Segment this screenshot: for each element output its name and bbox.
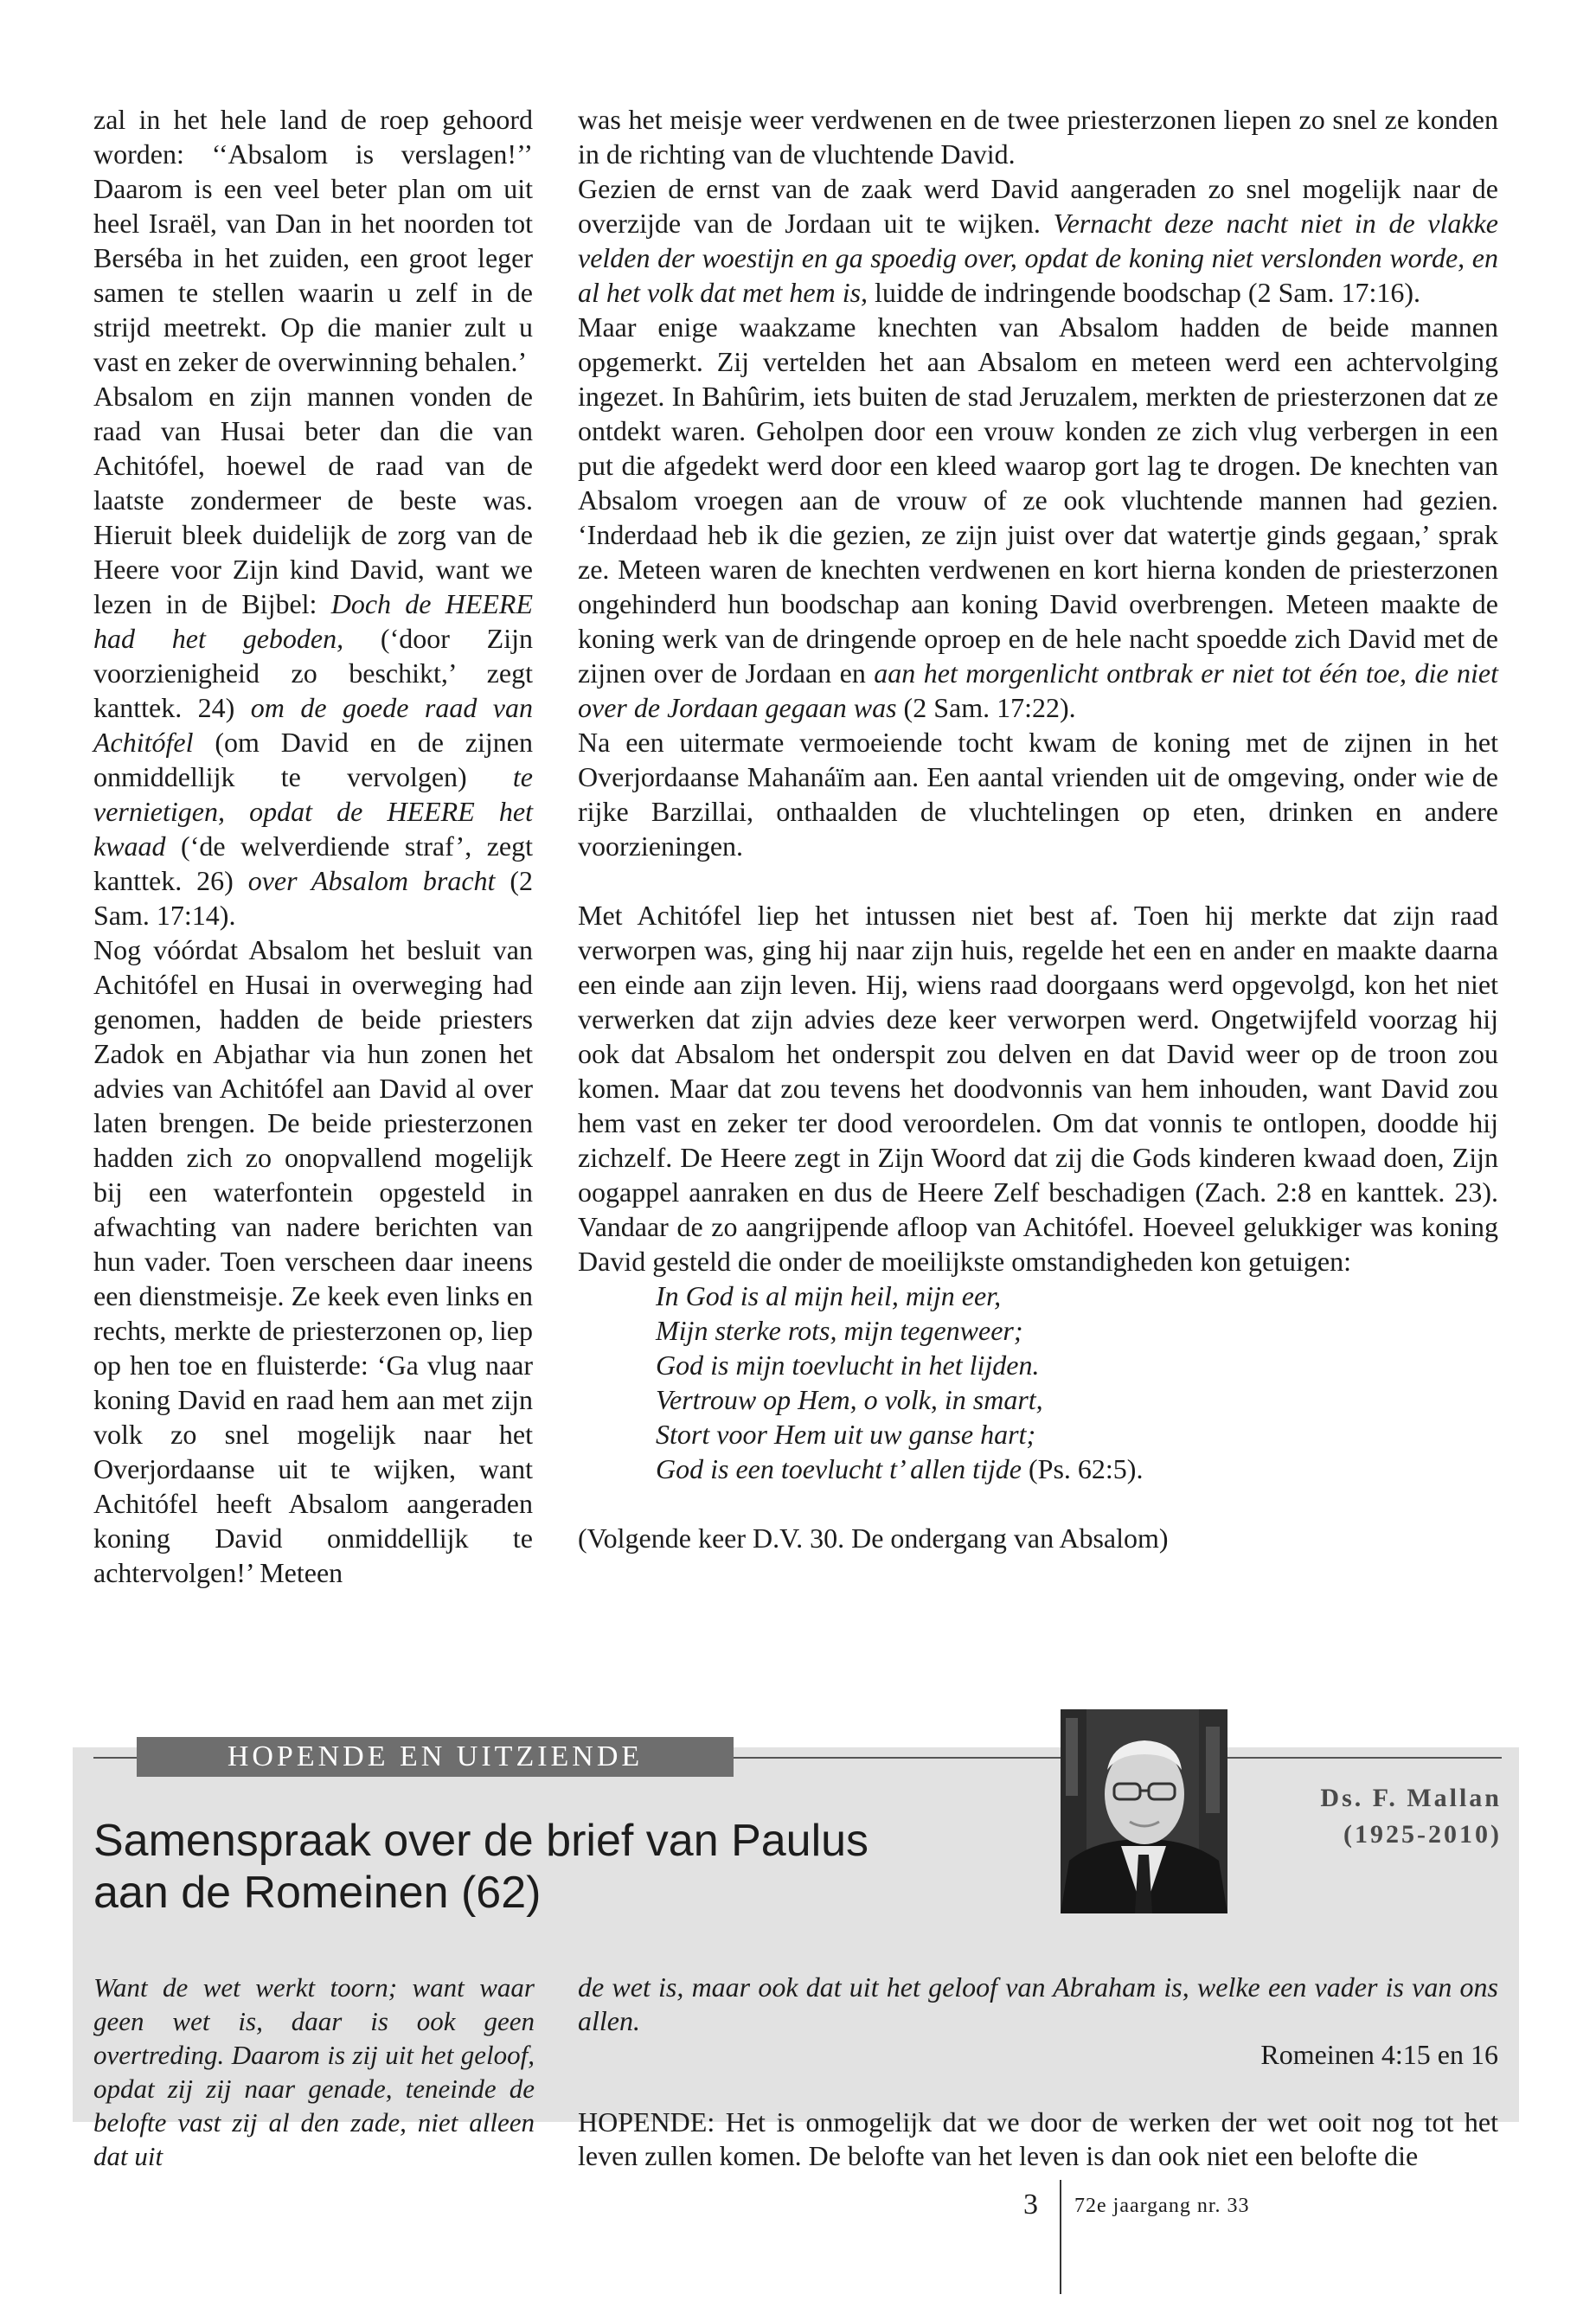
scripture-reference: Romeinen 4:15 en 16 xyxy=(1260,2039,1498,2070)
poem-line: In God is al mijn heil, mijn eer, xyxy=(656,1280,1002,1311)
paragraph: Maar enige waakzame knechten van Absalom hadden de beide mannen opgemerkt. Zij vertelden het aan Absalom en meteen werd een achtervolging ingezet. In Bahûrim, iets buiten de stad Jeruzalem, merkten de priesterzonen dat ze ontdekt waren. Geholpen door een vrouw konden ze zich vlug verbergen in een put die afgedekt werd door een kleed waarop gort lag te drogen. De knechten van Absalom vroegen aan de vrouw of ze ook vluchtende mannen had gezien. ‘Inderdaad heb ik die gezien, ze zijn juist over dat watertje ginds gegaan,’ sprak ze. Meteen waren de knechten verdwenen en kort hierna konden de priesterzonen ongehinderd hun boodschap aan koning David overbrengen. Meteen maakte de koning werk van de dringende oproep en de hele nacht spoedde zich David met de zijnen over de Jordaan en aan het morgenlicht ontbrak er niet tot één toe, die niet over de Jordaan gegaan was (2 Sam. 17:22). xyxy=(578,311,1498,723)
poem-line: Mijn sterke rots, mijn tegenweer; xyxy=(656,1315,1023,1346)
divider xyxy=(734,1757,1061,1759)
paragraph: Absalom en zijn mannen vonden de raad van Husai beter dan die van Achitófel, hoewel de raad van de laatste zondermeer de beste was. Hieruit bleek duidelijk de zorg van de Heere voor Zijn kind David, want we lezen in de Bijbel: Doch de HEERE had het geboden, (‘door Zijn voorzienigheid zo beschikt,’ zegt kanttek. 24) om de goede raad van Achitófel (om David en de zijnen onmiddellijk te vervolgen) te vernietigen, opdat de HEERE het kwaad (‘de welverdiende straf’, zegt kanttek. 26) over Absalom bracht (2 Sam. 17:14). xyxy=(93,381,534,931)
left-column xyxy=(93,102,533,1590)
author-credit xyxy=(1246,1780,1502,1853)
next-episode-note: (Volgende keer D.V. 30. De ondergang van Absalom) xyxy=(578,1522,1169,1554)
article-title: Samenspraak over de brief van Paulus aan de Romeinen (62) xyxy=(93,1816,869,1918)
author-years: (1925-2010) xyxy=(1343,1820,1502,1849)
paragraph: Met Achitófel liep het intussen niet best af. Toen hij merkte dat zijn raad verworpen was, ging hij naar zijn huis, regelde het een en ander en maakte daarna een einde aan zijn leven. Hij, wiens raad doorgaans werd opgevolgd, kon het niet verwerken dat zijn advies deze keer verworpen werd. Ongetwijfeld voorzag hij ook dat Absalom het onderspit zou delven en dat David weer op de troon zou komen. Maar dat zou tevens het doodvonnis van hem inhouden, want David zou hem vast en zeker ter dood veroordelen. Om dat vonnis te ontlopen, doodde hij zichzelf. De Heere zegt in Zijn Woord dat zij die Gods kinderen kwaad doen, Zijn oogappel aanraken en dus de Heere Zelf beschadigen (Zach. 2:8 en kanttek. 23). Vandaar de zo aangrijpende afloop van Achitófel. Hoeveel gelukkiger was koning David gesteld die onder de moeilijkste omstandigheden kon getuigen: xyxy=(578,900,1498,1277)
article-intro xyxy=(578,1971,1498,2173)
divider xyxy=(93,1757,137,1759)
author-portrait xyxy=(1061,1709,1227,1913)
poem-line: Vertrouw op Hem, o volk, in smart, xyxy=(656,1384,1043,1415)
divider xyxy=(1227,1757,1502,1759)
poem-line: Stort voor Hem uit uw ganse hart; xyxy=(656,1419,1036,1450)
scripture-quote-right: de wet is, maar ook dat uit het geloof van Abraham is, welke een vader is van ons allen. xyxy=(578,1971,1498,2036)
poem-line: God is een toevlucht t’ allen tijde (Ps. 62:5). xyxy=(656,1453,1144,1484)
portrait-image xyxy=(1061,1709,1227,1913)
paragraph: was het meisje weer verdwenen en de twee priesterzonen liepen zo snel ze konden in de richting van de vluchtende David. xyxy=(578,104,1498,170)
author-name: Ds. F. Mallan xyxy=(1320,1784,1502,1812)
paragraph: Gezien de ernst van de zaak werd David aangeraden zo snel mogelijk naar de overzijde van de Jordaan uit te wijken. Vernacht deze nacht niet in de vlakke velden der woestijn en ga spoedig over, opdat de koning niet verslonden worde, en al het volk dat met hem is, luidde de indringende boodschap (2 Sam. 17:16). xyxy=(578,173,1499,308)
scripture-quote-left: Want de wet werkt toorn; want waar geen wet is, daar is ook geen overtreding. Daarom is zij uit het geloof, opdat zij zij naar genade, teneinde de belofte vast zij al den zade, niet alleen dat uit xyxy=(93,1972,535,2171)
paragraph: zal in het hele land de roep gehoord worden: ‘‘Absalom is verslagen!’’ Daarom is een veel beter plan om uit heel Israël, van Dan in het noorden tot Berséba in het zuiden, een groot leger samen te stellen waarin u zelf in de strijd meetrekt. Op die manier zult u vast en zeker de overwinning behalen.’ xyxy=(93,104,533,377)
right-column xyxy=(578,102,1498,1555)
paragraph: Nog vóórdat Absalom het besluit van Achitófel en Husai in overweging had genomen, hadden de beide priesters Zadok en Abjathar via hun zonen het advies van Achitófel aan David al over laten brengen. De beide priesterzonen hadden zich zo onopvallend mogelijk bij een waterfontein opgesteld in afwachting van nadere berichten van hun vader. Toen verscheen daar ineens een dienstmeisje. Ze keek even links en rechts, merkte de priesterzonen op, liep op hen toe en fluisterde: ‘Ga vlug naar koning David en raad hem aan met zijn volk zo snel mogelijk naar het Overjordaanse uit te wijken, want Achitófel heeft Absalom aangeraden koning David onmiddellijk te achtervolgen!’ Meteen xyxy=(93,934,533,1588)
dialogue-paragraph: HOPENDE: Het is onmogelijk dat we door de werken der wet ooit nog tot het leven zullen komen. De belofte van het leven is dan ook niet een belofte die xyxy=(578,2106,1498,2171)
page-number: 3 xyxy=(1023,2189,1038,2221)
section-banner: HOPENDE EN UITZIENDE xyxy=(137,1737,734,1777)
paragraph: Na een uitermate vermoeiende tocht kwam de koning met de zijnen in het Overjordaanse Mahanáïm aan. Een aantal vrienden uit de omgeving, onder wie de rijke Barzillai, onthaalden de vluchtelingen op eten, drinken en andere voorzieningen. xyxy=(578,727,1498,862)
footer-divider xyxy=(1060,2180,1061,2294)
poem-line: God is mijn toevlucht in het lijden. xyxy=(656,1349,1040,1381)
psalm-quote xyxy=(578,1279,1498,1486)
issue-info: 72e jaargang nr. 33 xyxy=(1074,2195,1250,2217)
